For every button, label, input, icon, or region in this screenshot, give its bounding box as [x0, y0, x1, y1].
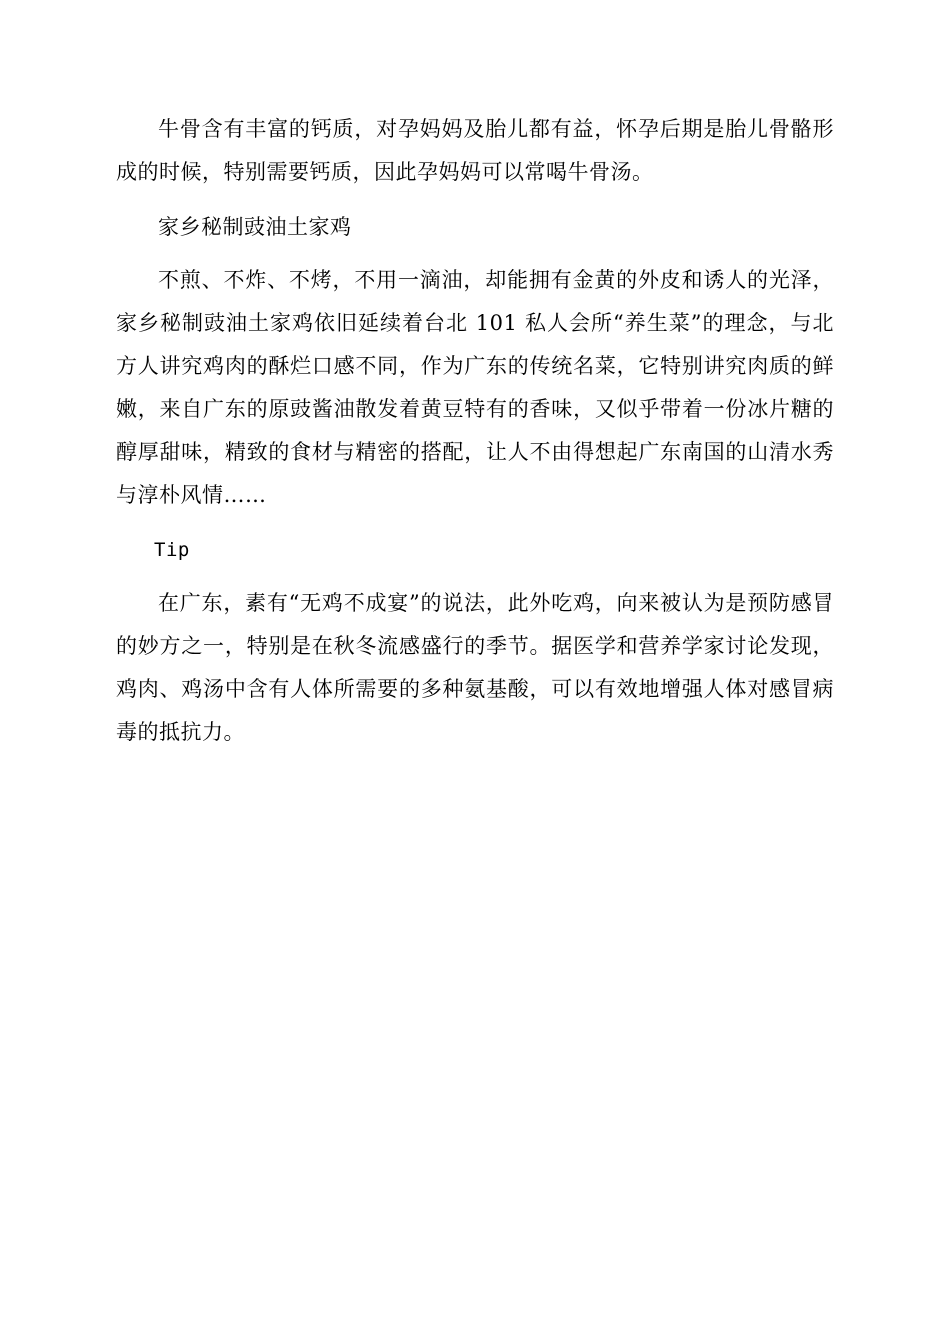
document-page	[116, 108, 834, 754]
paragraph-chicken-cold-prevention: 在广东，素有“无鸡不成宴”的说法，此外吃鸡，向来被认为是预防感冒的妙方之一，特别是在秋冬流感盛行的季节。据医学和营养学家讨论发现，鸡肉、鸡汤中含有人体所需要的多种氨基酸，可以有效地增强人体对感冒病毒的抵抗力。	[116, 591, 834, 744]
paragraph-soy-chicken-description: 不煎、不炸、不烤，不用一滴油，却能拥有金黄的外皮和诱人的光泽，家乡秘制豉油土家鸡依旧延续着台北 101 私人会所“养生菜”的理念，与北方人讲究鸡肉的酥烂口感不同，作为广东的传统名菜，它特别讲究肉质的鲜嫩，来自广东的原豉酱油散发着黄豆特有的香味，又似乎带着一份冰片糖的醇厚甜味，精致的食材与精密的搭配，让人不由得想起广东南国的山清水秀与淳朴风情……	[116, 268, 834, 507]
section-heading-tip: Tip	[154, 539, 190, 561]
paragraph-beef-bone-calcium: 牛骨含有丰富的钙质，对孕妈妈及胎儿都有益，怀孕后期是胎儿骨骼形成的时候，特别需要钙质，因此孕妈妈可以常喝牛骨汤。	[116, 117, 834, 184]
section-heading-soy-chicken: 家乡秘制豉油土家鸡	[158, 215, 352, 239]
